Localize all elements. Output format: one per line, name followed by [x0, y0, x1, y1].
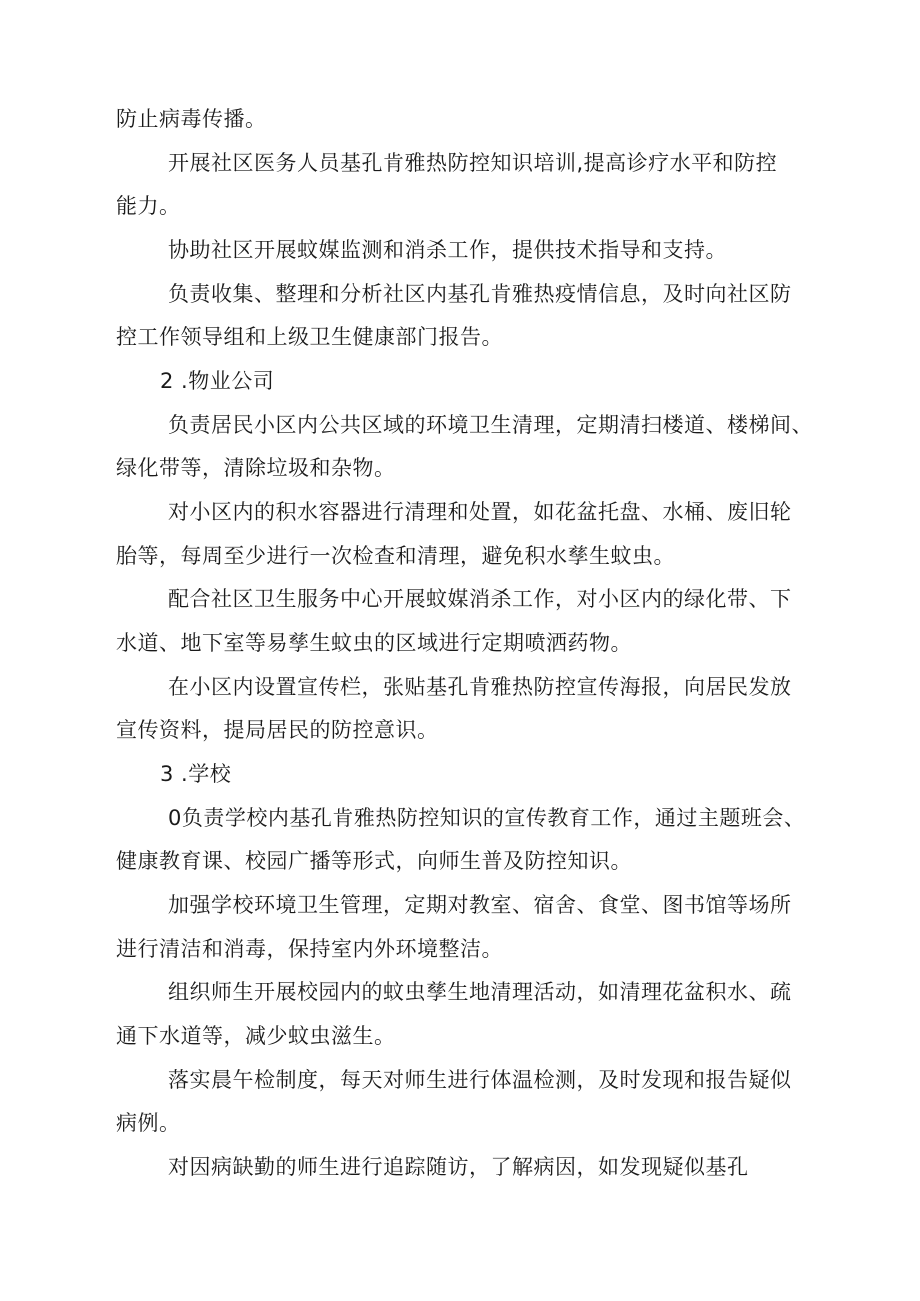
- paragraph-line: 水道、地下室等易孳生蚊虫的区域进行定期喷洒药物。: [116, 631, 632, 655]
- paragraph-line: 协助社区开展蚊媒监测和消杀工作，提供技术指导和支持。: [168, 238, 727, 262]
- paragraph-line: 绿化带等，清除垃圾和杂物。: [116, 456, 396, 480]
- paragraph-line: 0负责学校内基孔肯雅热防控知识的宣传教育工作，通过主题班会、: [168, 806, 806, 830]
- paragraph-line: 病例。: [116, 1111, 181, 1135]
- paragraph-line: 落实晨午检制度，每天对师生进行体温检测，及时发现和报告疑似: [168, 1068, 792, 1092]
- paragraph-line: 负责收集、整理和分析社区内基孔肯雅热疫情信息，及时向社区防: [168, 282, 792, 306]
- paragraph-line: 组织师生开展校园内的蚊虫孳生地清理活动，如清理花盆积水、疏: [168, 980, 792, 1004]
- paragraph-line: 负责居民小区内公共区域的环境卫生清理，定期清扫楼道、楼梯间、: [168, 413, 813, 437]
- paragraph-line: 胎等，每周至少进行一次检查和清理，避免积水孳生蚊虫。: [116, 544, 675, 568]
- paragraph-line: 宣传资料，提局居民的防控意识。: [116, 718, 439, 742]
- paragraph-line: 控工作领导组和上级卫生健康部门报告。: [116, 325, 503, 349]
- paragraph-line: 防止病毒传播。: [116, 107, 267, 131]
- section-heading: 3 .学校: [160, 762, 232, 786]
- paragraph-line: 开展社区医务人员基孔肯雅热防控知识培训,提高诊疗水平和防控: [168, 151, 778, 175]
- paragraph-line: 能力。: [116, 194, 181, 218]
- paragraph-line: 对小区内的积水容器进行清理和处置，如花盆托盘、水桶、废旧轮: [168, 500, 792, 524]
- paragraph-line: 配合社区卫生服务中心开展蚊媒消杀工作，对小区内的绿化带、下: [168, 587, 792, 611]
- paragraph-line: 健康教育课、校园广播等形式，向师生普及防控知识。: [116, 849, 632, 873]
- paragraph-line: 在小区内设置宣传栏，张贴基孔肯雅热防控宣传海报，向居民发放: [168, 675, 792, 699]
- section-heading: 2 .物业公司: [160, 369, 275, 393]
- paragraph-line: 加强学校环境卫生管理，定期对教室、宿舍、食堂、图书馆等场所: [168, 893, 792, 917]
- paragraph-line: 通下水道等，减少蚊虫滋生。: [116, 1024, 396, 1048]
- paragraph-line: 进行清洁和消毒，保持室内外环境整洁。: [116, 937, 503, 961]
- paragraph-line: 对因病缺勤的师生进行追踪随访，了解病因，如发现疑似基孔: [168, 1155, 749, 1179]
